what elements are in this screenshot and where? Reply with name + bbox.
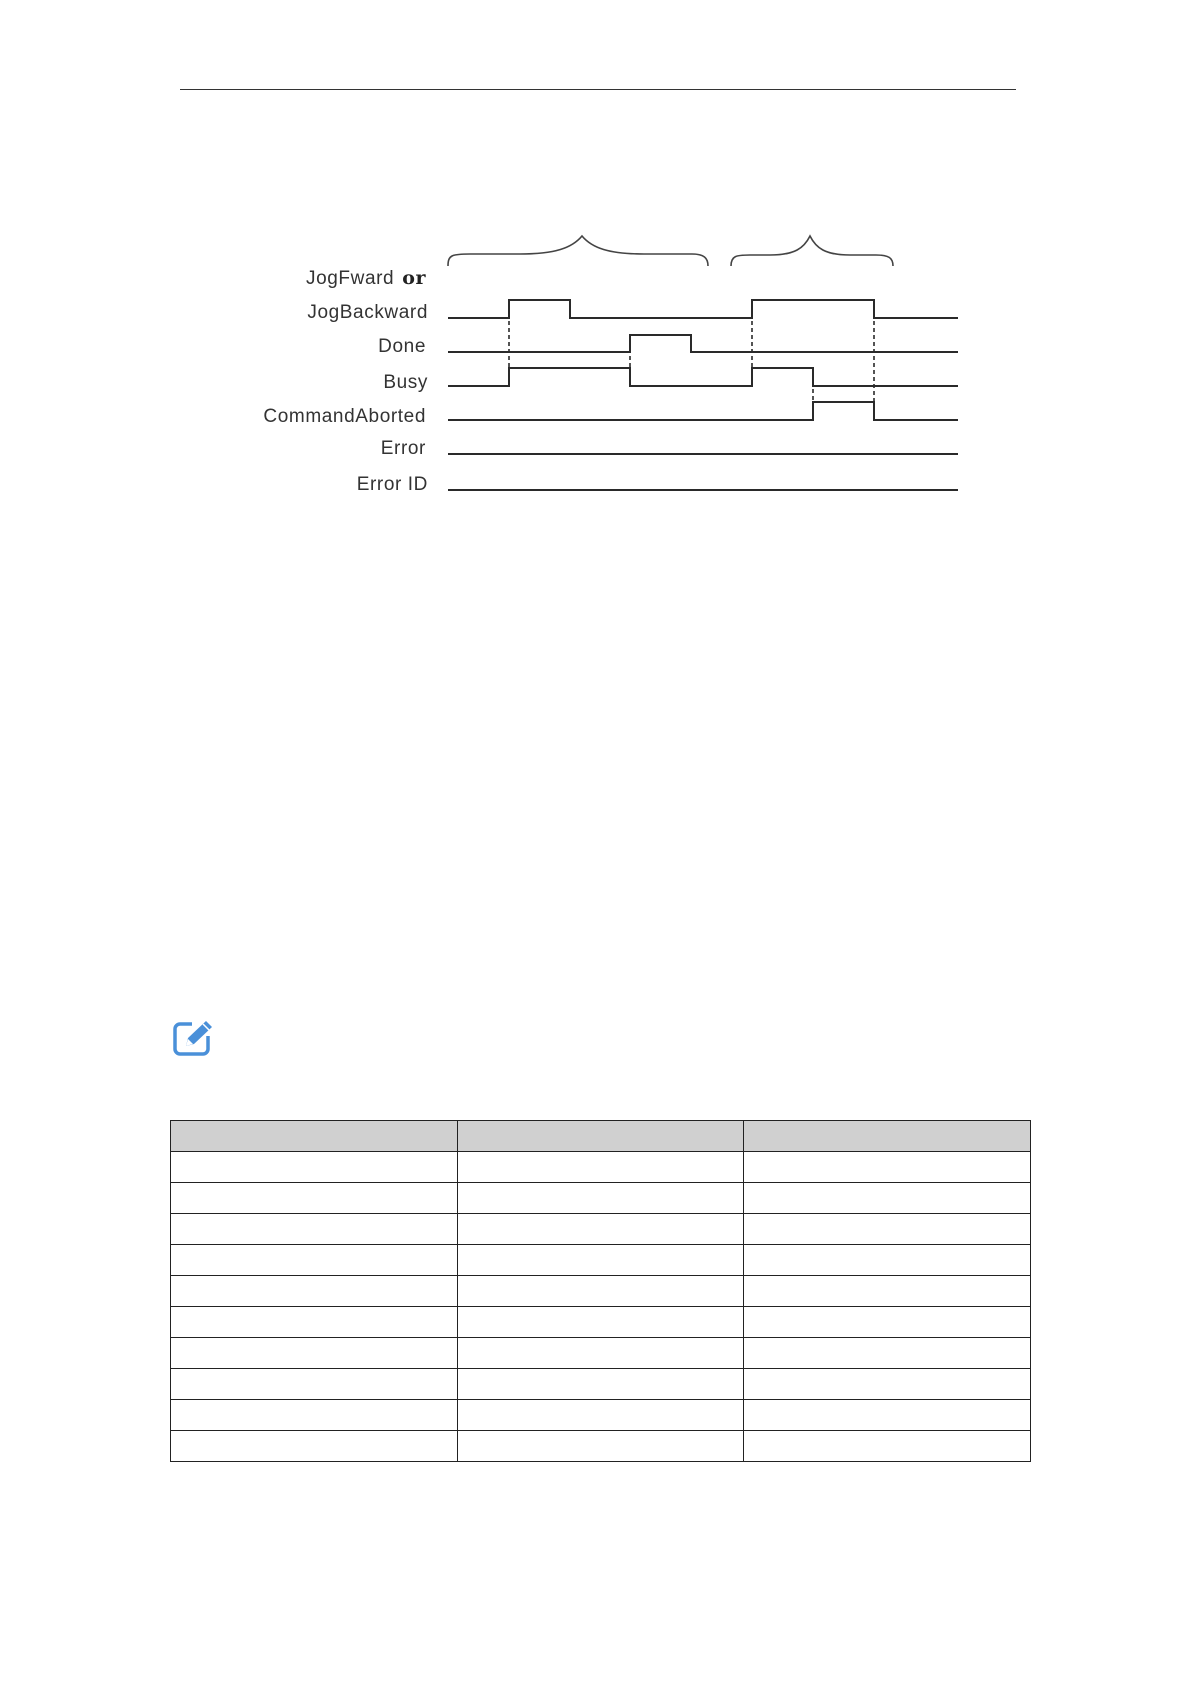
edit-note-icon	[172, 1018, 216, 1058]
data-table	[170, 1120, 1031, 1462]
table-header-cell	[457, 1121, 744, 1152]
wave-jog	[448, 300, 958, 318]
table-row	[171, 1245, 1031, 1276]
table-row	[171, 1307, 1031, 1338]
table-cell	[744, 1276, 1031, 1307]
table-cell	[457, 1338, 744, 1369]
signal-label-busy: Busy	[383, 372, 428, 393]
table-row	[171, 1369, 1031, 1400]
table-cell	[744, 1152, 1031, 1183]
table-cell	[457, 1214, 744, 1245]
wave-commandaborted	[448, 402, 958, 420]
signal-label-jogforward: JogFward or	[306, 267, 427, 289]
table-cell	[744, 1183, 1031, 1214]
wave-done	[448, 335, 958, 352]
table-row	[171, 1276, 1031, 1307]
table-cell	[457, 1183, 744, 1214]
table-cell	[171, 1369, 458, 1400]
signal-label-done: Done	[378, 336, 426, 357]
table-cell	[171, 1183, 458, 1214]
table-cell	[457, 1400, 744, 1431]
table-cell	[171, 1400, 458, 1431]
table-cell	[457, 1152, 744, 1183]
table-cell	[744, 1214, 1031, 1245]
table-row	[171, 1338, 1031, 1369]
table-row	[171, 1431, 1031, 1462]
timing-diagram	[0, 0, 1191, 520]
table-cell	[171, 1338, 458, 1369]
table-cell	[744, 1338, 1031, 1369]
table-row	[171, 1152, 1031, 1183]
table-row	[171, 1400, 1031, 1431]
table-cell	[744, 1431, 1031, 1462]
table-cell	[457, 1307, 744, 1338]
table-header-row	[171, 1121, 1031, 1152]
table-cell	[744, 1245, 1031, 1276]
table-cell	[744, 1369, 1031, 1400]
signal-label-errorid: Error ID	[356, 474, 428, 495]
table-cell	[457, 1369, 744, 1400]
signal-label-commandaborted: CommandAborted	[263, 406, 426, 427]
table-cell	[171, 1431, 458, 1462]
brace-right	[731, 236, 893, 266]
table-cell	[171, 1307, 458, 1338]
table-cell	[457, 1276, 744, 1307]
signal-label-error: Error	[380, 438, 426, 459]
wave-busy	[448, 368, 958, 386]
table-cell	[171, 1245, 458, 1276]
table-cell	[457, 1245, 744, 1276]
table-row	[171, 1183, 1031, 1214]
table-cell	[744, 1307, 1031, 1338]
table-row	[171, 1214, 1031, 1245]
table-cell	[171, 1152, 458, 1183]
table-cell	[744, 1400, 1031, 1431]
table-cell	[171, 1214, 458, 1245]
table-header-cell	[171, 1121, 458, 1152]
signal-label-jogbackward: JogBackward	[307, 302, 428, 323]
table-cell	[457, 1431, 744, 1462]
brace-left	[448, 236, 708, 266]
table-cell	[171, 1276, 458, 1307]
table-header-cell	[744, 1121, 1031, 1152]
